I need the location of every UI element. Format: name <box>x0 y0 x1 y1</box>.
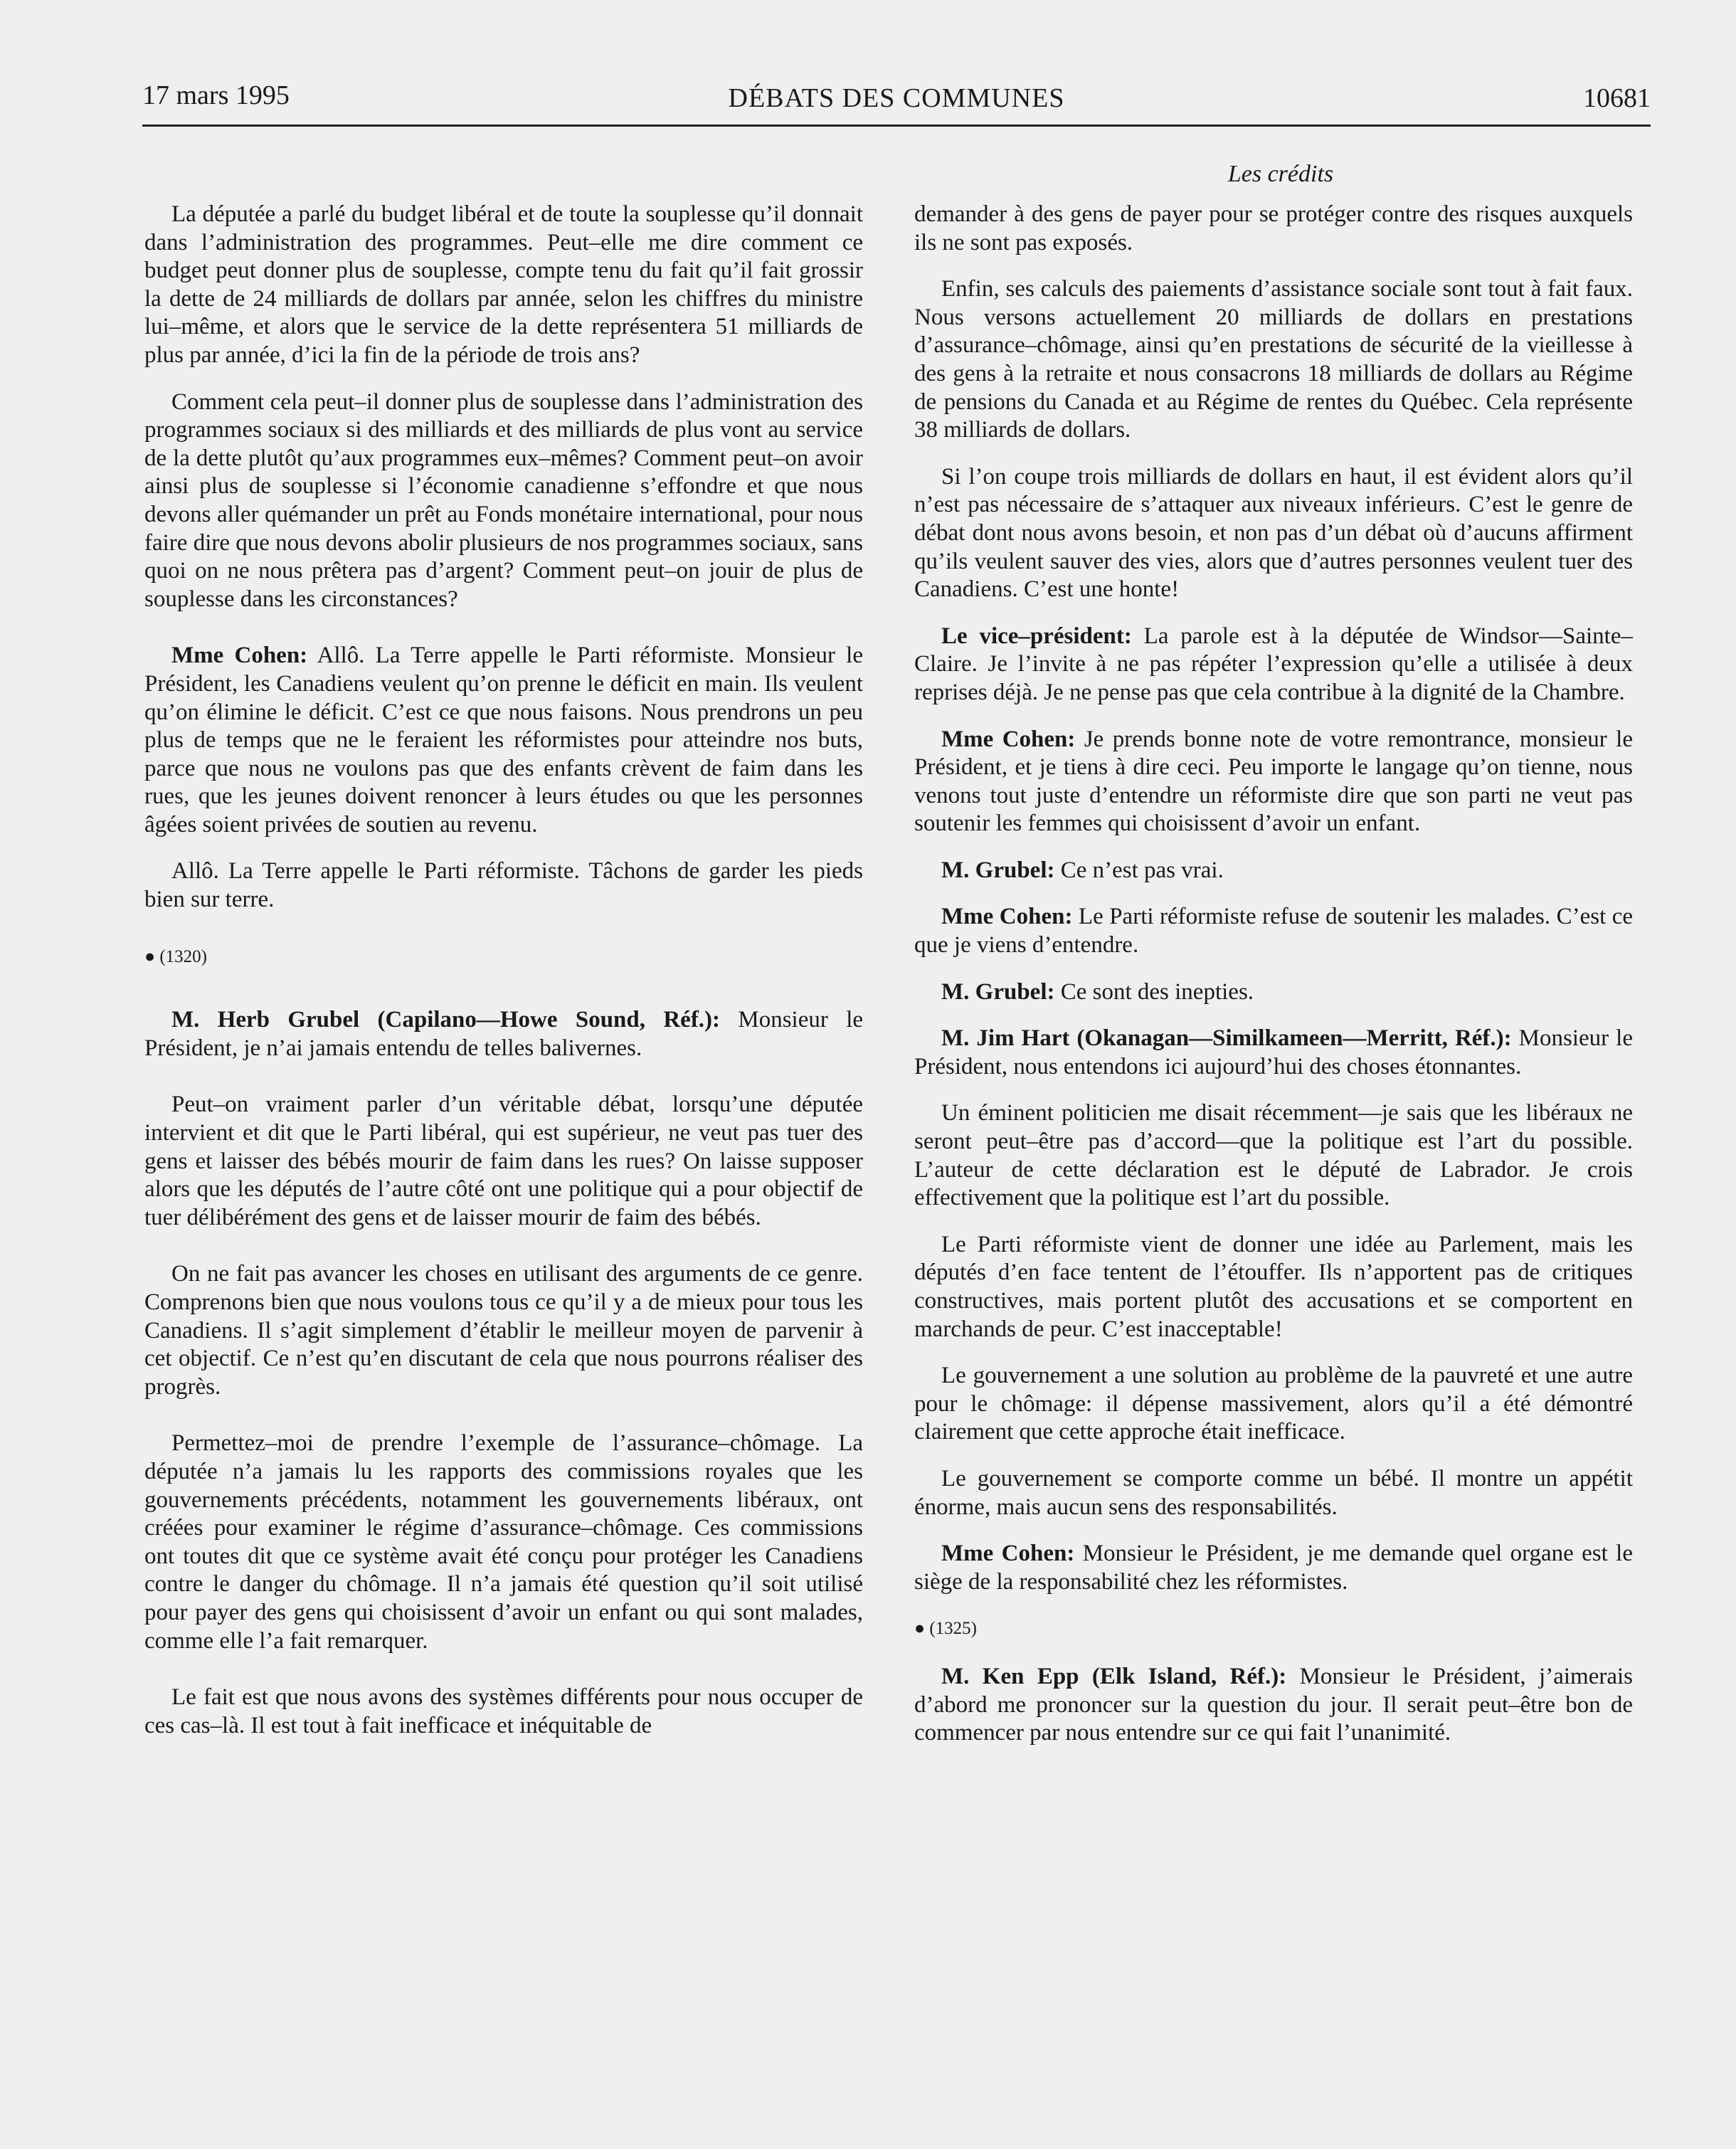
paragraph: Si l’on coupe trois milliards de dollars en haut, il est évident alors qu’il n’est pas nécessaire de s’attaquer aux niveaux inférieurs. C’est le genre de débat dont nous avons besoin, et non pas d’un débat où d’aucuns affirment qu’ils veulent sauver des vies, alors que d’autres personnes veulent tuer des Canadiens. C’est une honte! <box>914 463 1633 603</box>
paragraph: M. Grubel: Ce sont des inepties. <box>941 978 1254 1005</box>
header-date: 17 mars 1995 <box>142 80 290 110</box>
paragraph: Le vice–président: La parole est à la députée de Windsor—Sainte–Claire. Je l’invite à ne pas répéter l’expression qu’elle a utilisée à deux reprises déjà. Je ne pense pas que cela contribue à la dignité de la Chambre. <box>914 623 1633 705</box>
paragraph: Le gouvernement a une solution au problème de la pauvreté et une autre pour le chômage: il dépense massivement, alors qu’il a été démontré clairement que cette approche était inefficace. <box>914 1363 1633 1445</box>
speaker-name: M. Grubel: <box>941 857 1055 883</box>
paragraph: Mme Cohen: Monsieur le Président, je me demande quel organe est le siège de la responsabilité chez les réformistes. <box>914 1541 1633 1595</box>
speaker-name: M. Grubel: <box>941 978 1055 1005</box>
header-rule <box>142 125 1651 127</box>
paragraph: M. Grubel: Ce n’est pas vrai. <box>941 857 1224 883</box>
paragraph: Peut–on vraiment parler d’un véritable débat, lorsqu’une députée intervient et dit que le Parti libéral, qui est supérieur, ne veut pas tuer des gens et laisser des bébés mourir de faim dans les rues? On laisse supposer alors que les députés de l’autre côté ont une politique qui a pour objectif de tuer délibérément des gens et de laisser mourir de faim des bébés. <box>144 1092 863 1230</box>
paragraph: demander à des gens de payer pour se protéger contre des risques auxquels ils ne sont pas exposés. <box>914 201 1633 255</box>
speaker-name: Le vice–président: <box>941 623 1132 649</box>
paragraph: Un éminent politicien me disait récemment—je sais que les libéraux ne seront peut–être pas d’accord—que la politique est l’art du possible. L’auteur de cette déclaration est le député de Labrador. Je crois effectivement que la politique est l’art du possible. <box>914 1100 1633 1211</box>
section-title: Les crédits <box>1227 161 1334 187</box>
paragraph: La députée a parlé du budget libéral et de toute la souplesse qu’il donnait dans l’administration des programmes. Peut–elle me dire comment ce budget peut donner plus de souplesse, compte tenu du fait qu’il fait grossir la dette de 24 milliards de dollars par année, selon les chiffres du ministre lui–même, et alors que le service de la dette représentera 51 milliards de plus par année, d’ici la fin de la période de trois ans? <box>144 201 863 368</box>
time-marker: ● (1325) <box>914 1619 978 1639</box>
speaker-name: Mme Cohen: <box>941 1541 1075 1567</box>
paragraph: Mme Cohen: Je prends bonne note de votre remontrance, monsieur le Président, et je tiens à dire ceci. Peu importe le langage qu’on tienne, nous venons tout juste d’entendre un réformiste dire que son parti ne veut pas soutenir les femmes qui choisissent d’avoir un enfant. <box>914 726 1633 837</box>
paragraph: M. Ken Epp (Elk Island, Réf.): Monsieur le Président, j’aimerais d’abord me prononcer sur la question du jour. Il serait peut–être bon de commencer par nous entendre sur ce qui fait l’unanimité. <box>914 1663 1633 1746</box>
speaker-name: M. Ken Epp (Elk Island, Réf.): <box>941 1663 1287 1689</box>
paragraph: Permettez–moi de prendre l’exemple de l’assurance–chômage. La députée n’a jamais lu les rapports des commissions royales que les gouvernements précédents, notamment les gouvernements libéraux, ont créées pour examiner le régime d’assurance–chômage. Ces commissions ont toutes dit que ce système avait été conçu pour protéger les Canadiens contre le danger du chômage. Il n’a jamais été question qu’il soit utilisé pour payer des gens qui choisissent d’avoir un enfant ou qui sont malades, comme elle l’a fait remarquer. <box>144 1430 863 1654</box>
right-column <box>914 201 1633 1766</box>
paragraph: Le Parti réformiste vient de donner une idée au Parlement, mais les députés d’en face tentent de l’étouffer. Ils n’apportent pas de critiques constructives, mais portent plutôt des accusations et se comportent en marchands de peur. C’est inacceptable! <box>914 1231 1633 1342</box>
paragraph: Le gouvernement se comporte comme un bébé. Il montre un appétit énorme, mais aucun sens des responsabilités. <box>914 1465 1633 1520</box>
paragraph: M. Jim Hart (Okanagan—Similkameen—Merritt, Réf.): Monsieur le Président, nous entendons ici aujourd’hui des choses étonnantes. <box>914 1025 1633 1079</box>
page-header <box>142 80 1651 130</box>
time-marker: ● (1320) <box>144 946 208 966</box>
paragraph: On ne fait pas avancer les choses en utilisant des arguments de ce genre. Comprenons bien que nous voulons tous ce qu’il y a de mieux pour tous les Canadiens. Il s’agit simplement d’établir le meilleur moyen de parvenir à cet objectif. Ce n’est qu’en discutant de cela que nous pourrons réaliser des progrès. <box>144 1261 863 1400</box>
left-column <box>144 201 863 1758</box>
paragraph: M. Herb Grubel (Capilano—Howe Sound, Réf.): Monsieur le Président, je n’ai jamais entendu de telles balivernes. <box>144 1007 864 1061</box>
paragraph: Mme Cohen: Le Parti réformiste refuse de soutenir les malades. C’est ce que je viens d’entendre. <box>914 904 1634 959</box>
speaker-name: M. Herb Grubel (Capilano—Howe Sound, Réf.): <box>171 1007 721 1033</box>
header-title: DÉBATS DES COMMUNES <box>728 83 1065 113</box>
paragraph: Mme Cohen: Allô. La Terre appelle le Parti réformiste. Monsieur le Président, les Canadiens veulent qu’on prenne le déficit en main. Ils veulent qu’on élimine le déficit. C’est ce que nous faisons. Nous prendrons un peu plus de temps que ne le feraient les réformistes pour atteindre nos buts, parce que nous ne voulons pas que des enfants crèvent de faim dans les rues, que les jeunes doivent renoncer à leurs études ou que les personnes âgées soient privées de soutien au revenu. <box>144 643 863 838</box>
paragraph: Le fait est que nous avons des systèmes différents pour nous occuper de ces cas–là. Il est tout à fait inefficace et inéquitable de <box>144 1684 863 1738</box>
speaker-name: Mme Cohen: <box>171 643 308 669</box>
paragraph: Comment cela peut–il donner plus de souplesse dans l’administration des programmes sociaux si des milliards et des milliards de plus vont au service de la dette plutôt qu’aux programmes eux–mêmes? Comment peut–on avoir ainsi plus de souplesse si l’économie canadienne s’effondre et que nous devons aller quémander un prêt au Fonds monétaire international, pour nous faire dire que nous devons abolir plusieurs de nos programmes sociaux, sans quoi on ne nous prêtera pas d’argent? Comment peut–on jouir de plus de souplesse dans les circonstances? <box>144 389 863 612</box>
speaker-name: Mme Cohen: <box>941 904 1073 930</box>
paragraph: Allô. La Terre appelle le Parti réformiste. Tâchons de garder les pieds bien sur terre. <box>144 858 863 913</box>
paragraph: Enfin, ses calculs des paiements d’assistance sociale sont tout à fait faux. Nous versons actuellement 20 milliards de dollars en prestations d’assurance–chômage, ainsi qu’en prestations de sécurité de la vieillesse à des gens à la retraite et nous consacrons 18 milliards de dollars au Régime de pensions du Canada et au Régime de rentes du Québec. Cela représente 38 milliards de dollars. <box>914 276 1633 443</box>
speaker-name: M. Jim Hart (Okanagan—Similkameen—Merritt, Réf.): <box>941 1025 1512 1052</box>
speaker-name: Mme Cohen: <box>941 726 1076 752</box>
page-number: 10681 <box>1583 83 1651 113</box>
